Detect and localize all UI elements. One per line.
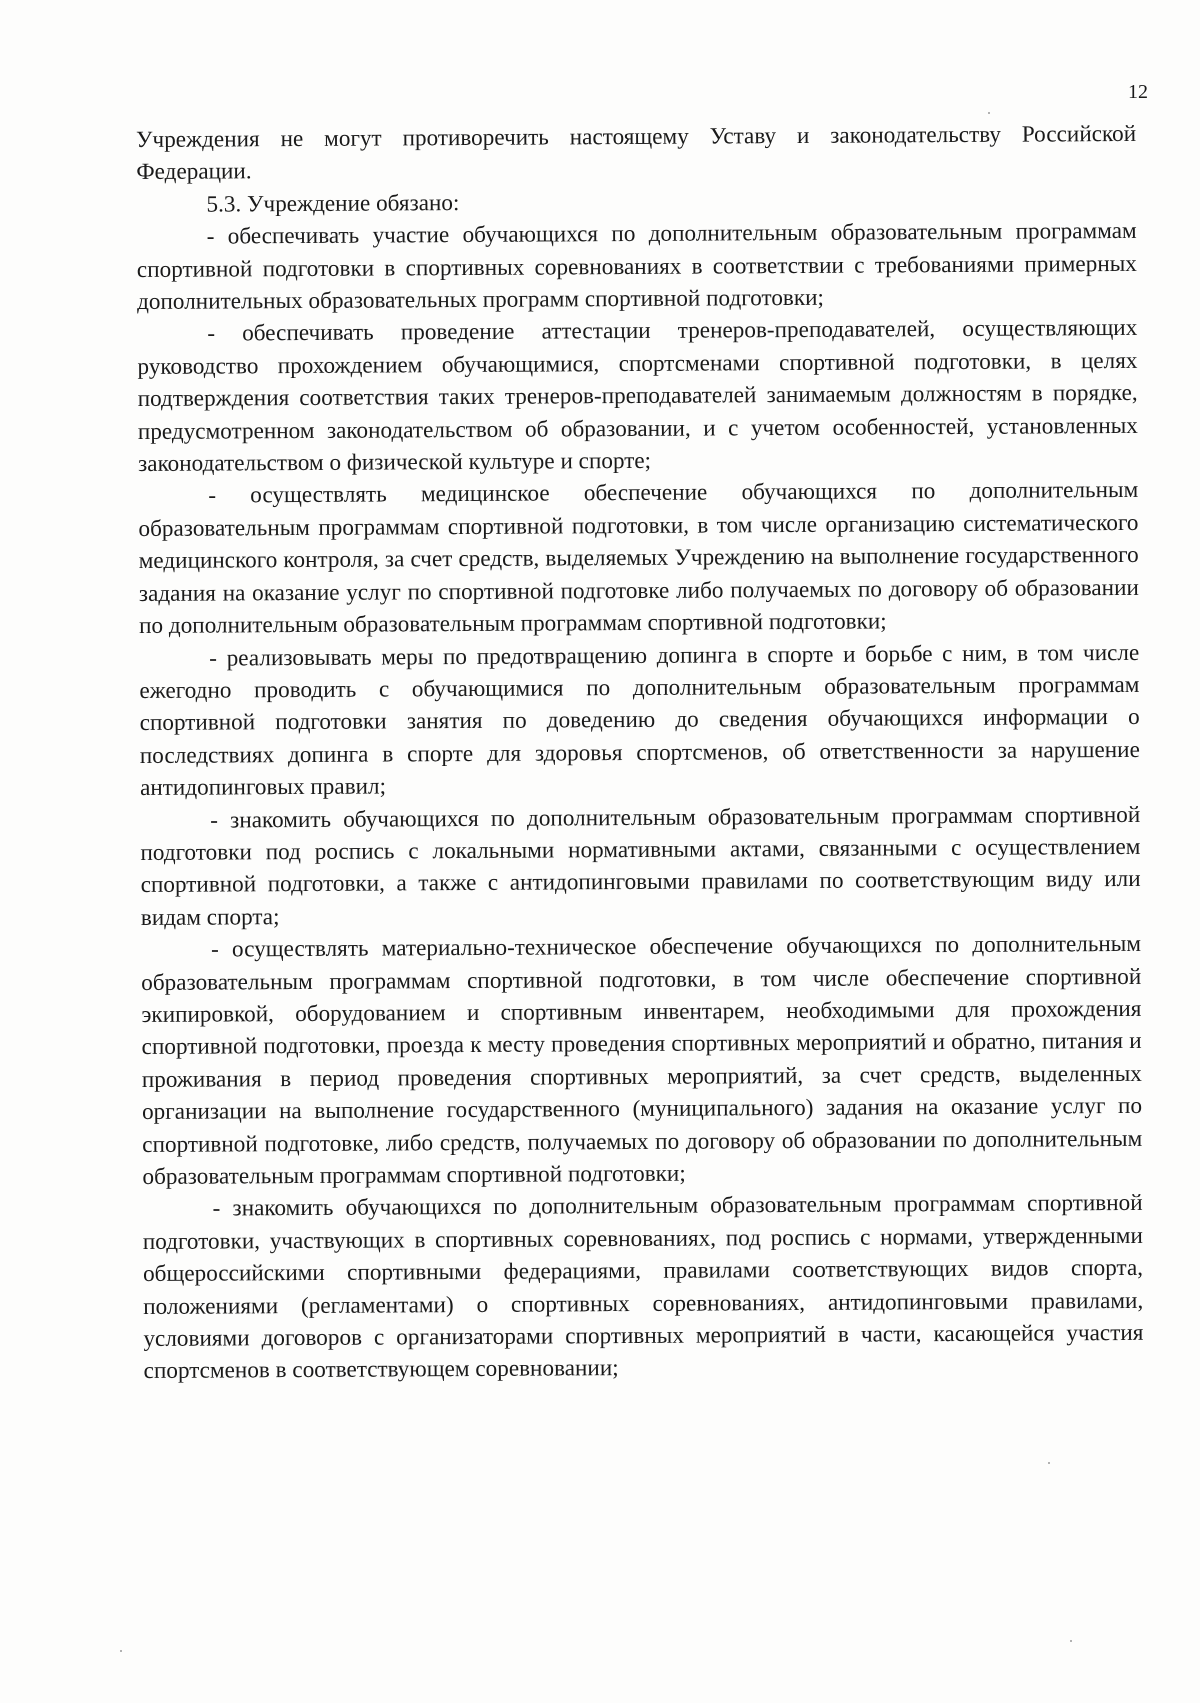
- scan-speck: [120, 1650, 122, 1652]
- scan-speck: [1048, 1462, 1050, 1464]
- list-item-duty-7: - знакомить обучающихся по дополнительным образовательным программам спортивной подготовки, участвующих в спортивных соревнованиях, под роспись с нормами, утвержденными общероссийскими спортивными федерациями, правилами соответствующих видов спорта, положениями (регламентами) о спортивных соревнованиях, антидопинговыми правилами, условиями договоров с организаторами спортивных мероприятий в части, касающейся участия спортсменов в соответствующем соревновании;: [142, 1190, 1144, 1385]
- page-number: 12: [1128, 81, 1148, 103]
- scan-speck: [988, 112, 990, 114]
- list-item-duty-2: - обеспечивать проведение аттестации тренеров-преподавателей, осуществляющих руководство прохождением обучающимися, спортсменами спортивной подготовки, в целях подтверждения соответствия таких тренеров-преподавателей занимаемым должностям в порядке, предусмотренном законодательством об образовании, и с учетом особенностей, установленных законодательством о физической культуре и спорте;: [137, 315, 1138, 478]
- list-item-duty-4: - реализовывать меры по предотвращению допинга в спорте и борьбе с ним, в том числе ежегодно проводить с обучающимися по дополнительным образовательным программам спортивной подготовки занятия по доведению до сведения обучающихся информации о последствиях допинга в спорте для здоровья спортсменов, об ответственности за нарушение антидопинговых правил;: [139, 639, 1140, 802]
- section-heading: 5.3. Учреждение обязано:: [206, 189, 460, 218]
- document-body: [136, 118, 1144, 1388]
- scan-speck: [1070, 1640, 1072, 1642]
- list-item-duty-6: - осуществлять материально-техническое обеспечение обучающихся по дополнительным образовательным программам спортивной подготовки, в том числе обеспечение спортивной экипировкой, оборудованием и спортивным инвентарем, необходимыми для прохождения спортивной подготовки, проезда к месту проведения спортивных мероприятий и обратно, питания и проживания в период проведения спортивных мероприятий, за счет средств, выделенных организации на выполнение государственного (муниципального) задания на оказание услуг по спортивной подготовке, либо средств, получаемых по договору об образовании по дополнительным образовательным программам спортивной подготовки;: [141, 931, 1143, 1190]
- paragraph-continuation: Учреждения не могут противоречить настоящему Уставу и законодательству Российской Федерации.: [136, 120, 1137, 186]
- list-item-duty-3: - осуществлять медицинское обеспечение обучающихся по дополнительным образовательным программам спортивной подготовки, в том числе организацию систематического медицинского контроля, за счет средств, выделяемых Учреждению на выполнение государственного задания на оказание услуг по спортивной подготовке либо получаемых по договору об образовании по дополнительным образовательным программам спортивной подготовки;: [138, 477, 1139, 640]
- list-item-duty-5: - знакомить обучающихся по дополнительным образовательным программам спортивной подготовки под роспись с локальными нормативными актами, связанными с осуществлением спортивной подготовки, а также с антидопинговыми правилами по соответствующим виду или видам спорта;: [140, 801, 1141, 931]
- list-item-duty-1: - обеспечивать участие обучающихся по дополнительным образовательным программам спортивной подготовки в спортивных соревнованиях в соответствии с требованиями примерных дополнительных образовательных программ спортивной подготовки;: [136, 218, 1137, 316]
